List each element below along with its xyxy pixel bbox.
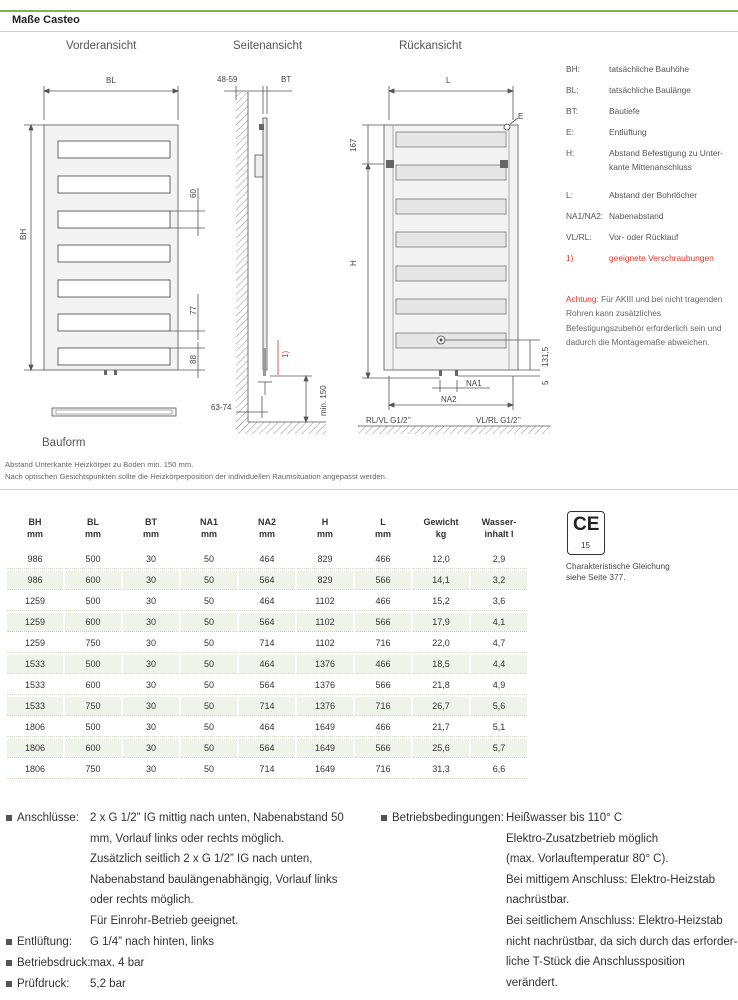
table-cell: 986 — [7, 571, 63, 590]
table-cell: 30 — [123, 655, 179, 674]
dim-l: L — [446, 76, 451, 85]
table-cell: 714 — [239, 697, 295, 716]
dim-bh: BH — [19, 228, 28, 240]
dim-88: 88 — [189, 355, 198, 364]
bullet-icon — [381, 815, 387, 821]
legend-value: Bautiefe — [609, 106, 640, 116]
table-row — [7, 634, 527, 653]
col-header-bl: BL mm — [84, 517, 101, 539]
warning-label: Achtung: — [566, 294, 599, 304]
table-cell: 17,9 — [413, 613, 469, 632]
table-cell: 1533 — [7, 676, 63, 695]
table-row — [7, 697, 527, 716]
table-cell: 2,9 — [471, 550, 527, 569]
table-cell: 30 — [123, 634, 179, 653]
table-cell: 50 — [181, 592, 237, 611]
spec-value-betriebsbedingungen: Heißwasser bis 110° C Elektro-Zusatzbetrieb möglich (max. Vorlauftemperatur 80° C). Bei mittigem Anschluss: Elektro-Heizstab nachrüstbar. Bei seitlichem Anschluss: Elektro-Heizstab nicht nachrüstbar, da sich durch das erforder- liche T-Stück die Anschlussposition verändert. — [506, 812, 738, 989]
table-cell: 500 — [65, 592, 121, 611]
table-cell: 714 — [239, 760, 295, 779]
table-cell: 564 — [239, 571, 295, 590]
spec-label-anschluesse: Anschlüsse: — [17, 812, 80, 824]
table-cell: 564 — [239, 739, 295, 758]
table-cell: 986 — [7, 550, 63, 569]
table-cell: 6,6 — [471, 760, 527, 779]
table-cell: 564 — [239, 676, 295, 695]
table-cell: 566 — [355, 676, 411, 695]
legend-value: geeignete Verschraubungen — [609, 253, 714, 263]
bullet-icon — [6, 981, 12, 987]
table-cell: 30 — [123, 718, 179, 737]
side-view-drawing — [224, 86, 326, 434]
note-line-1: Abstand Unterkante Heizkörper zu Boden min. 150 mm. — [5, 460, 194, 469]
table-cell: 50 — [181, 697, 237, 716]
table-cell: 750 — [65, 634, 121, 653]
table-cell: 50 — [181, 676, 237, 695]
dim-131-5: 131,5 — [541, 346, 550, 367]
col-header-bt: BT mm — [142, 517, 159, 539]
col-header-bh: BH mm — [26, 517, 43, 539]
col-header-h: H mm — [316, 517, 333, 539]
legend-value: Entlüftung — [609, 127, 647, 137]
table-cell: 12,0 — [413, 550, 469, 569]
section-divider — [0, 489, 738, 490]
table-row — [7, 550, 527, 569]
warning-note — [566, 292, 738, 350]
table-cell: 600 — [65, 739, 121, 758]
table-cell: 566 — [355, 739, 411, 758]
table-cell: 50 — [181, 571, 237, 590]
table-cell: 1259 — [7, 592, 63, 611]
bauform-title: Bauform — [42, 437, 86, 449]
dim-167: 167 — [349, 138, 358, 152]
table-cell: 1649 — [297, 760, 353, 779]
table-cell: 30 — [123, 571, 179, 590]
bullet-icon — [6, 960, 12, 966]
table-row — [7, 655, 527, 674]
table-cell: 464 — [239, 550, 295, 569]
legend-key: 1) — [566, 253, 574, 263]
table-cell: 1259 — [7, 613, 63, 632]
table-cell: 5,7 — [471, 739, 527, 758]
table-cell: 716 — [355, 634, 411, 653]
table-cell: 3,2 — [471, 571, 527, 590]
legend-key: VL/RL: — [566, 232, 592, 242]
table-cell: 30 — [123, 676, 179, 695]
table-cell: 1649 — [297, 718, 353, 737]
spec-value-entlueftung: G 1/4” nach hinten, links — [90, 936, 215, 948]
table-cell: 30 — [123, 592, 179, 611]
dim-rl-vl: RL/VL G1/2’’ — [366, 416, 411, 425]
table-cell: 716 — [355, 760, 411, 779]
table-cell: 25,6 — [413, 739, 469, 758]
table-cell: 1806 — [7, 760, 63, 779]
table-cell: 500 — [65, 550, 121, 569]
table-cell: 30 — [123, 697, 179, 716]
table-row — [7, 760, 527, 779]
table-row — [7, 571, 527, 590]
dim-fn1: 1) — [281, 350, 290, 358]
table-cell: 829 — [297, 550, 353, 569]
col-header-na1: NA1 mm — [199, 517, 218, 539]
legend-value: tatsächliche Bauhöhe — [609, 64, 690, 74]
legend-value: Nabenabstand — [609, 211, 664, 221]
table-cell: 50 — [181, 760, 237, 779]
front-view-title: Vorderansicht — [66, 40, 137, 52]
dim-min150: min. 150 — [319, 385, 328, 416]
dim-bt: BT — [281, 75, 292, 84]
table-cell: 1102 — [297, 592, 353, 611]
ce-number: 15 — [581, 541, 590, 550]
table-cell: 829 — [297, 571, 353, 590]
dim-5: 5 — [541, 380, 550, 385]
table-cell: 30 — [123, 739, 179, 758]
col-header-gewicht: Gewicht kg — [423, 517, 459, 539]
table-cell: 50 — [181, 613, 237, 632]
ce-mark-box — [567, 511, 605, 555]
table-cell: 1649 — [297, 739, 353, 758]
table-cell: 466 — [355, 550, 411, 569]
table-row — [7, 676, 527, 695]
legend-key: H: — [566, 148, 575, 158]
bullet-icon — [6, 815, 12, 821]
table-header-row — [7, 516, 527, 548]
back-view-drawing — [358, 86, 550, 434]
table-cell: 1376 — [297, 676, 353, 695]
table-cell: 600 — [65, 613, 121, 632]
spec-value-betriebsdruck: max. 4 bar — [90, 957, 145, 969]
table-cell: 1806 — [7, 739, 63, 758]
front-view-drawing — [24, 86, 205, 416]
table-cell: 4,1 — [471, 613, 527, 632]
table-cell: 4,7 — [471, 634, 527, 653]
legend-key: BT: — [566, 106, 579, 116]
table-cell: 18,5 — [413, 655, 469, 674]
table-cell: 30 — [123, 760, 179, 779]
bullet-icon — [6, 939, 12, 945]
legend-value: Abstand Befestigung zu Unter- — [609, 148, 724, 158]
table-cell: 1259 — [7, 634, 63, 653]
table-cell: 714 — [239, 634, 295, 653]
table-cell: 564 — [239, 613, 295, 632]
legend — [566, 64, 738, 264]
table-cell: 4,9 — [471, 676, 527, 695]
ce-logo: CE — [573, 514, 600, 535]
legend-value: tatsächliche Baulänge — [609, 85, 691, 95]
dim-na2: NA2 — [441, 395, 457, 404]
table-cell: 716 — [355, 697, 411, 716]
table-cell: 500 — [65, 655, 121, 674]
table-row — [7, 613, 527, 632]
table-cell: 4,4 — [471, 655, 527, 674]
dim-h: H — [349, 260, 358, 266]
col-header-l: L mm — [374, 517, 391, 539]
table-cell: 15,2 — [413, 592, 469, 611]
spec-value-anschluesse: 2 x G 1/2” IG mittig nach unten, Nabenabstand 50 mm, Vorlauf links oder rechts möglich. Zusätzlich seitlich 2 x G 1/2” IG nach unten, Nabenabstand baulängenabhängig, Vorlauf links oder rechts möglich. Für Einrohr-Betrieb geeignet. — [90, 812, 344, 927]
dim-bl: BL — [106, 76, 116, 85]
spec-label-betriebsbedingungen: Betriebsbedingungen: — [392, 812, 504, 824]
table-cell: 464 — [239, 592, 295, 611]
table-cell: 600 — [65, 571, 121, 590]
table-cell: 1376 — [297, 655, 353, 674]
legend-key: BL: — [566, 85, 579, 95]
table-cell: 21,8 — [413, 676, 469, 695]
table-cell: 50 — [181, 739, 237, 758]
ce-note-line-2: siehe Seite 377. — [566, 572, 626, 582]
table-row — [7, 718, 527, 737]
col-header-wasserinhalt: Wasser- inhalt l — [481, 517, 517, 539]
table-cell: 1102 — [297, 634, 353, 653]
table-cell: 1533 — [7, 697, 63, 716]
legend-value: Abstand der Bohrlöcher — [609, 190, 697, 200]
spec-value-pruefdruck: 5,2 bar — [90, 978, 126, 990]
dim-e: E — [518, 112, 524, 121]
table-cell: 50 — [181, 634, 237, 653]
table-cell: 464 — [239, 718, 295, 737]
table-cell: 26,7 — [413, 697, 469, 716]
table-row — [7, 592, 527, 611]
table-cell: 30 — [123, 550, 179, 569]
col-header-na2: NA2 mm — [257, 517, 276, 539]
table-cell: 464 — [239, 655, 295, 674]
legend-key: L: — [566, 190, 573, 200]
dim-48-59: 48-59 — [217, 75, 238, 84]
legend-value: Vor- oder Rücklauf — [609, 232, 679, 242]
table-cell: 1102 — [297, 613, 353, 632]
table-cell: 466 — [355, 655, 411, 674]
legend-value: kante Mittenanschluss — [609, 162, 692, 172]
legend-key: E: — [566, 127, 574, 137]
table-cell: 5,6 — [471, 697, 527, 716]
table-cell: 600 — [65, 676, 121, 695]
table-cell: 1533 — [7, 655, 63, 674]
spec-table — [5, 514, 529, 781]
table-cell: 466 — [355, 592, 411, 611]
spec-label-betriebsdruck: Betriebsdruck: — [17, 957, 91, 969]
ce-note-line-1: Charakteristische Gleichung — [566, 561, 670, 571]
table-cell: 750 — [65, 760, 121, 779]
back-view-title: Rückansicht — [399, 40, 462, 52]
page-title: Maße Casteo — [12, 14, 80, 26]
table-row — [7, 739, 527, 758]
table-cell: 500 — [65, 718, 121, 737]
table-cell: 1806 — [7, 718, 63, 737]
dim-60: 60 — [189, 189, 198, 198]
table-cell: 466 — [355, 718, 411, 737]
spec-label-entlueftung: Entlüftung: — [17, 936, 72, 948]
dim-77: 77 — [189, 306, 198, 315]
dim-na1: NA1 — [466, 379, 482, 388]
table-cell: 566 — [355, 613, 411, 632]
table-cell: 50 — [181, 655, 237, 674]
warning-text: Für AKIII und bei nicht tragenden Rohren kann zusätzliches Befestigungszubehör erforderlich sein und dadurch die Montagemaße abweichen. — [566, 294, 723, 348]
table-cell: 31,3 — [413, 760, 469, 779]
legend-key: BH: — [566, 64, 580, 74]
table-cell: 50 — [181, 718, 237, 737]
table-cell: 30 — [123, 613, 179, 632]
side-view-title: Seitenansicht — [233, 40, 303, 52]
table-cell: 750 — [65, 697, 121, 716]
dim-63-74: 63-74 — [211, 403, 232, 412]
legend-key: NA1/NA2: — [566, 211, 604, 221]
table-cell: 5,1 — [471, 718, 527, 737]
table-cell: 3,6 — [471, 592, 527, 611]
table-cell: 22,0 — [413, 634, 469, 653]
table-cell: 566 — [355, 571, 411, 590]
table-cell: 14,1 — [413, 571, 469, 590]
table-cell: 21,7 — [413, 718, 469, 737]
spec-label-pruefdruck: Prüfdruck: — [17, 978, 70, 990]
table-cell: 50 — [181, 550, 237, 569]
ce-note — [566, 561, 716, 583]
dim-vl-rl: VL/RL G1/2’’ — [476, 416, 521, 425]
note-line-2: Nach optischen Gesichtspunkten sollte die Heizkörperposition der individuellen Raumsituation angepasst werden. — [5, 472, 388, 481]
table-cell: 1376 — [297, 697, 353, 716]
